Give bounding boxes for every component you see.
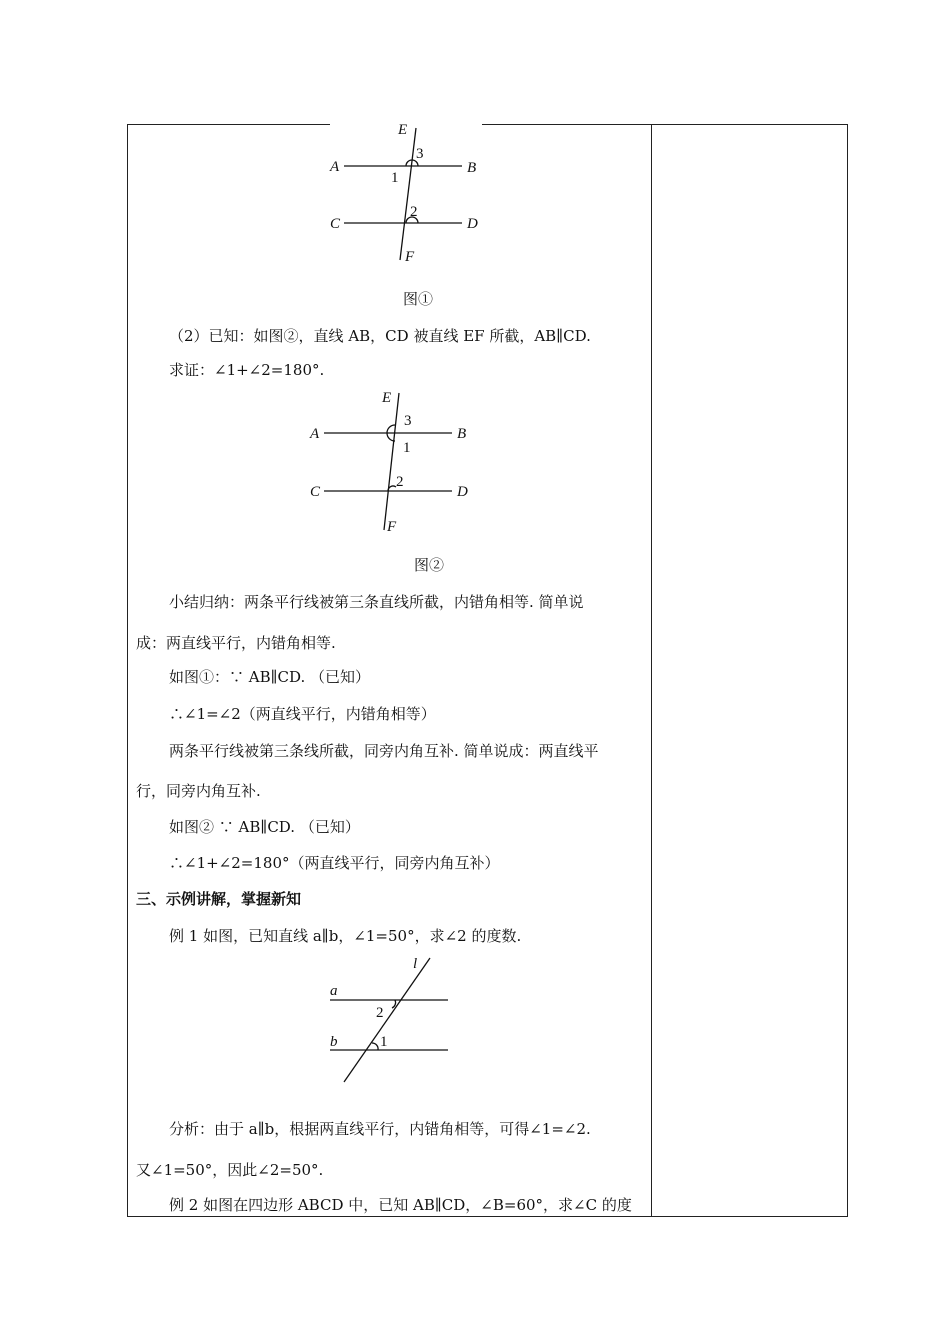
example-1-text: 例 1 如图，已知直线 a∥b，∠1=50°，求∠2 的度数.	[169, 927, 522, 945]
column-divider	[651, 124, 652, 1217]
summary-line-8: ∴∠1+∠2=180°（两直线平行，同旁内角互补）	[169, 854, 500, 872]
line-ef	[400, 128, 416, 260]
summary-line-4: ∴∠1=∠2（两直线平行，内错角相等）	[169, 705, 436, 723]
label-f: F	[387, 519, 397, 535]
label-angle-2: 2	[410, 204, 418, 220]
label-angle-3: 3	[416, 146, 424, 162]
example-2-text: 例 2 如图在四边形 ABCD 中，已知 AB∥CD，∠B=60°，求∠C 的度	[169, 1196, 632, 1214]
summary-line-1: 小结归纳：两条平行线被第三条直线所截，内错角相等. 简单说	[169, 593, 584, 611]
analysis-line-1: 分析：由于 a∥b，根据两直线平行，内错角相等，可得∠1=∠2.	[169, 1120, 591, 1138]
label-c: C	[310, 484, 321, 500]
label-d: D	[467, 216, 478, 232]
label-l: l	[413, 956, 418, 972]
label-a: A	[310, 426, 320, 442]
label-c: C	[330, 216, 341, 232]
label-b: b	[330, 1034, 338, 1050]
problem-2-given: （2）已知：如图②，直线 AB，CD 被直线 EF 所截，AB∥CD.	[169, 327, 591, 345]
label-b: B	[467, 160, 477, 176]
section-3-heading: 三、示例讲解，掌握新知	[136, 890, 302, 908]
label-angle-1: 1	[391, 170, 399, 186]
summary-line-5: 两条平行线被第三条线所截，同旁内角互补. 简单说成：两直线平	[169, 742, 599, 760]
label-angle-2: 2	[376, 1005, 384, 1021]
angle-1-arc	[372, 1043, 378, 1050]
problem-2-prove: 求证：∠1+∠2=180°.	[169, 361, 325, 379]
label-a: a	[330, 983, 338, 999]
label-b: B	[457, 426, 467, 442]
figure-1-diagram	[320, 118, 500, 268]
label-angle-1: 1	[380, 1034, 388, 1050]
figure-3-diagram	[320, 950, 460, 1086]
summary-line-6: 行，同旁内角互补.	[136, 782, 261, 800]
summary-line-2: 成：两直线平行，内错角相等.	[136, 634, 336, 652]
summary-line-7: 如图② ∵ AB∥CD. （已知）	[169, 818, 360, 836]
line-l	[344, 958, 430, 1082]
analysis-line-2: 又∠1=50°，因此∠2=50°.	[136, 1161, 324, 1179]
label-e: E	[398, 122, 408, 138]
figure-2-diagram	[300, 385, 480, 535]
line-ef	[384, 393, 399, 530]
summary-line-3: 如图①：∵ AB∥CD. （已知）	[169, 668, 371, 686]
label-angle-2: 2	[396, 474, 404, 490]
figure-1-caption: 图①	[403, 290, 434, 308]
label-a: A	[330, 159, 340, 175]
angle-2-arc	[392, 1000, 396, 1008]
label-d: D	[457, 484, 468, 500]
label-angle-1: 1	[403, 440, 411, 456]
label-angle-3: 3	[404, 413, 412, 429]
label-e: E	[382, 390, 392, 406]
label-f: F	[405, 249, 415, 265]
figure-2-caption: 图②	[414, 556, 445, 574]
